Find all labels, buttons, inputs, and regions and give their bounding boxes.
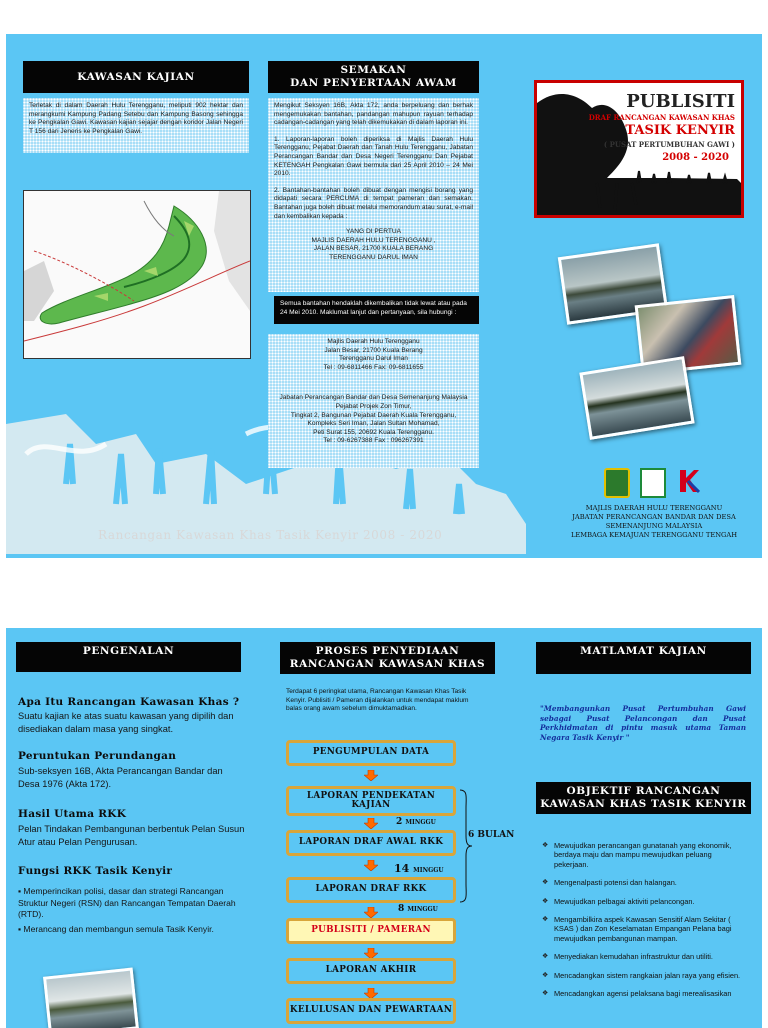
address-block	[274, 228, 473, 262]
down-arrow-icon	[364, 770, 378, 781]
address-line: JALAN BESAR, 21700 KUALA BERANG	[313, 245, 434, 253]
q4-bullet-1: ▪ Memperincikan polisi, dasar dan strategi Rancangan Struktur Negeri (RSN) dan Rancangan Tempatan Daerah (RTD).	[18, 886, 236, 919]
agency-line: JABATAN PERANCANGAN BANDAR DAN DESA	[572, 513, 736, 521]
publisiti-title: PUBLISITI	[626, 91, 735, 112]
duration-unit: MINGGU	[407, 906, 438, 913]
objektif-header-line2: KAWASAN KHAS TASIK KENYIR	[540, 798, 747, 810]
tasik-kenyir-title: TASIK KENYIR	[625, 123, 735, 138]
proses-header-line1: PROSES PENYEDIAAN	[315, 645, 460, 657]
q1-text: Suatu kajian ke atas suatu kawasan yang dipilih dan disediakan dalam masa yang singkat.	[18, 711, 234, 734]
years-label: 2008 - 2020	[662, 152, 729, 163]
objektif-header-line1: OBJEKTIF RANCANGAN	[566, 785, 721, 797]
contact-line: Pejabat Projek Zon Timur,	[335, 402, 412, 410]
semakan-paragraph-2: 1. Laporan-laporan boleh diperiksa di Majlis Daerah Hulu Terengganu, Pejabat Daerah dan Tanah Hulu Terengganu, Jabatan Perancangan Bandar dan Desa Negeri Terengganu Dan Pejabat KETENGAH Pengkalan Gawi bermula dari 25 April 2010 – 24 Mei 2010.	[274, 135, 473, 178]
duration-number: 8	[398, 904, 405, 914]
semakan-header-line1: SEMAKAN	[340, 64, 407, 76]
duration-14-minggu	[394, 862, 444, 875]
down-arrow-icon	[364, 907, 378, 918]
semakan-header-line2: DAN PENYERTAAN AWAM	[290, 77, 457, 89]
step-draf-awal: LAPORAN DRAF AWAL RKK	[286, 830, 456, 856]
step-draf-rkk: LAPORAN DRAF RKK	[286, 877, 456, 903]
contact-line: Jalan Besar, 21700 Kuala Berang	[324, 346, 423, 354]
duration-unit: MINGGU	[405, 819, 436, 826]
proses-header-line2: RANCANGAN KAWASAN KHAS	[289, 658, 486, 670]
address-line: TERENGGANU DARUL IMAN	[329, 253, 418, 261]
contact-line: Tingkat 2, Bangunan Pejabat Daerah Kuala Terengganu,	[290, 411, 457, 419]
kawasan-kajian-text: Terletak di dalam Daerah Hulu Terengganu, meliputi 902 hektar dan merangkumi Kampung Padang Setebu dan Kampung Basong sehingga ke Pengkalan Gawi. Kawasan kajian sejajar dengan koridor Jalan Negeri T 156 dari Jeneris ke Pengkalan Gawi.	[23, 98, 249, 153]
ketengah-logo	[678, 468, 700, 494]
objective-item: ❖ Mencadangkan sistem rangkaian jalan raya yang efisien.	[542, 971, 746, 980]
down-arrow-icon	[364, 818, 378, 829]
down-arrow-icon	[364, 860, 378, 871]
agency-line: SEMENANJUNG MALAYSIA	[605, 522, 703, 530]
objective-item: ❖ Mewujudkan perancangan gunatanah yang ekonomik, berdaya maju dan mampu mewujudkan peluang pekerjaan.	[542, 841, 746, 869]
q2-text: Sub-seksyen 16B, Akta Perancangan Bandar dan Desa 1976 (Akta 172).	[18, 766, 223, 789]
lake-photo-2	[579, 356, 694, 440]
objective-item: ❖ Mengambilkira aspek Kawasan Sensitif Alam Sekitar ( KSAS ) dan Zon Keselamatan Empangan Pelana bagi mewujudkan pembangunan mampan.	[542, 915, 746, 943]
study-area-map	[23, 190, 251, 359]
q3-title: Hasil Utama RKK	[18, 808, 127, 820]
step-laporan-akhir: LAPORAN AKHIR	[286, 958, 456, 984]
step-laporan-pendekatan: LAPORAN PENDEKATAN KAJIAN	[286, 786, 456, 816]
agency-line: LEMBAGA KEMAJUAN TERENGGANU TENGAH	[570, 531, 738, 539]
contact-line: Majlis Daerah Hulu Terengganu	[327, 338, 420, 345]
semakan-header	[268, 61, 479, 93]
address-line: MAJLIS DAERAH HULU TERENGGANU ,	[311, 236, 436, 244]
semakan-box	[268, 98, 479, 292]
contact-line: Peti Surat 155, 20692 Kuala Terengganu.	[313, 428, 434, 436]
six-month-brace	[458, 788, 474, 904]
proses-header	[280, 642, 495, 674]
duration-number: 2	[396, 817, 403, 827]
address-line: YANG DI PERTUA	[345, 228, 402, 236]
lake-photo-3	[43, 967, 139, 1028]
kawasan-kajian-header: KAWASAN KAJIAN	[23, 61, 249, 93]
pusat-subtitle: ( PUSAT PERTUMBUHAN GAWI )	[603, 140, 735, 149]
deadline-notice: Semua bantahan hendaklah dikembalikan tidak lewat atau pada 24 Mei 2010. Maklumat lanjut dan pertanyaan, sila hubungi :	[274, 296, 479, 324]
contact-line: Terengganu Darul Iman	[339, 355, 408, 363]
duration-8-minggu	[398, 904, 438, 914]
brochure-inner-page	[6, 628, 762, 1028]
contact-line: Tel : 09-6811466 Fax: 09-6811655	[323, 363, 424, 371]
q4-title: Fungsi RKK Tasik Kenyir	[18, 865, 173, 877]
six-bulan-label: 6 BULAN	[468, 830, 515, 840]
footer-title: Rancangan Kawasan Khas Tasik Kenyir 2008 - 2020	[98, 528, 443, 542]
agency-list	[554, 504, 754, 540]
contact-line: Tel : 09-6267388 Fax : 096267391	[323, 437, 424, 445]
semakan-paragraph-3: 2. Bantahan-bantahan boleh dibuat dengan mengisi borang yang didapati secara PERCUMA di tempat pameran dan semakan. Bantahan juga boleh dibuat melalui memorandum atau surat, e-mail dan kembalikan kepada :	[274, 186, 473, 220]
step-pengumpulan-data: PENGUMPULAN DATA	[286, 740, 456, 766]
proses-text: Terdapat 6 peringkat utama, Rancangan Kawasan Khas Tasik Kenyir. Publisiti / Pameran dijalankan untuk mendapat maklum balas orang awam sebelum dimuktamadkan.	[286, 688, 469, 713]
contact-box	[268, 334, 479, 468]
step-publisiti-pameran: PUBLISITI / PAMERAN	[286, 918, 456, 944]
objective-item: ❖ Mengenalpasti potensi dan halangan.	[542, 878, 746, 887]
duration-number: 14	[394, 862, 410, 875]
q1-title: Apa Itu Rancangan Kawasan Khas ?	[18, 696, 240, 708]
objective-item: ❖ Mencadangkan agensi pelaksana bagi merealisasikan	[542, 989, 746, 998]
step-kelulusan-pewartaan: KELULUSAN DAN PEWARTAAN	[286, 998, 456, 1024]
objective-item: ❖ Menyediakan kemudahan infrastruktur dan utiliti.	[542, 952, 746, 961]
objektif-header	[536, 782, 751, 814]
publisiti-cover	[534, 80, 744, 218]
q4-bullet-2: ▪ Merancang dan membangun semula Tasik Kenyir.	[18, 924, 214, 934]
semakan-paragraph-1: Mengikut Seksyen 16B, Akta 172, anda berpeluang dan berhak mengemukakan bantahan, pandangan mahupun rayuan terhadap cadangan-cadangan yang telah dikemukakan di dalam laporan ini.	[274, 102, 473, 127]
duration-2-minggu	[396, 817, 436, 827]
duration-unit: MINGGU	[413, 867, 444, 874]
q3-text: Pelan Tindakan Pembangunan berbentuk Pelan Susun Atur atau Pelan Pengurusan.	[18, 824, 245, 847]
pengenalan-header: PENGENALAN	[16, 642, 241, 672]
mdht-logo	[604, 468, 630, 498]
publisiti-subtitle: DRAF RANCANGAN KAWASAN KHAS	[588, 113, 735, 122]
objectives-list	[542, 841, 746, 1007]
matlamat-text: "Membangunkan Pusat Pertumbuhan Gawi sebagai Pusat Pelancongan dan Pusat Perkhidmatan di pintu masuk utama Taman Negara Tasik Kenyir "	[540, 704, 746, 742]
q2-title: Peruntukan Perundangan	[18, 750, 177, 762]
agency-line: MAJLIS DAERAH HULU TERENGGANU	[585, 504, 723, 512]
brochure-outer-page	[6, 34, 762, 558]
matlamat-header: MATLAMAT KAJIAN	[536, 642, 751, 674]
objective-item: ❖ Mewujudkan pelbagai aktiviti pelancongan.	[542, 897, 746, 906]
jpbd-logo	[640, 468, 666, 498]
contact-line: Kompleks Seri Iman, Jalan Sultan Mohamad,	[307, 420, 440, 428]
contact-line: Jabatan Perancangan Bandar dan Desa Semenanjung Malaysia	[279, 394, 468, 402]
